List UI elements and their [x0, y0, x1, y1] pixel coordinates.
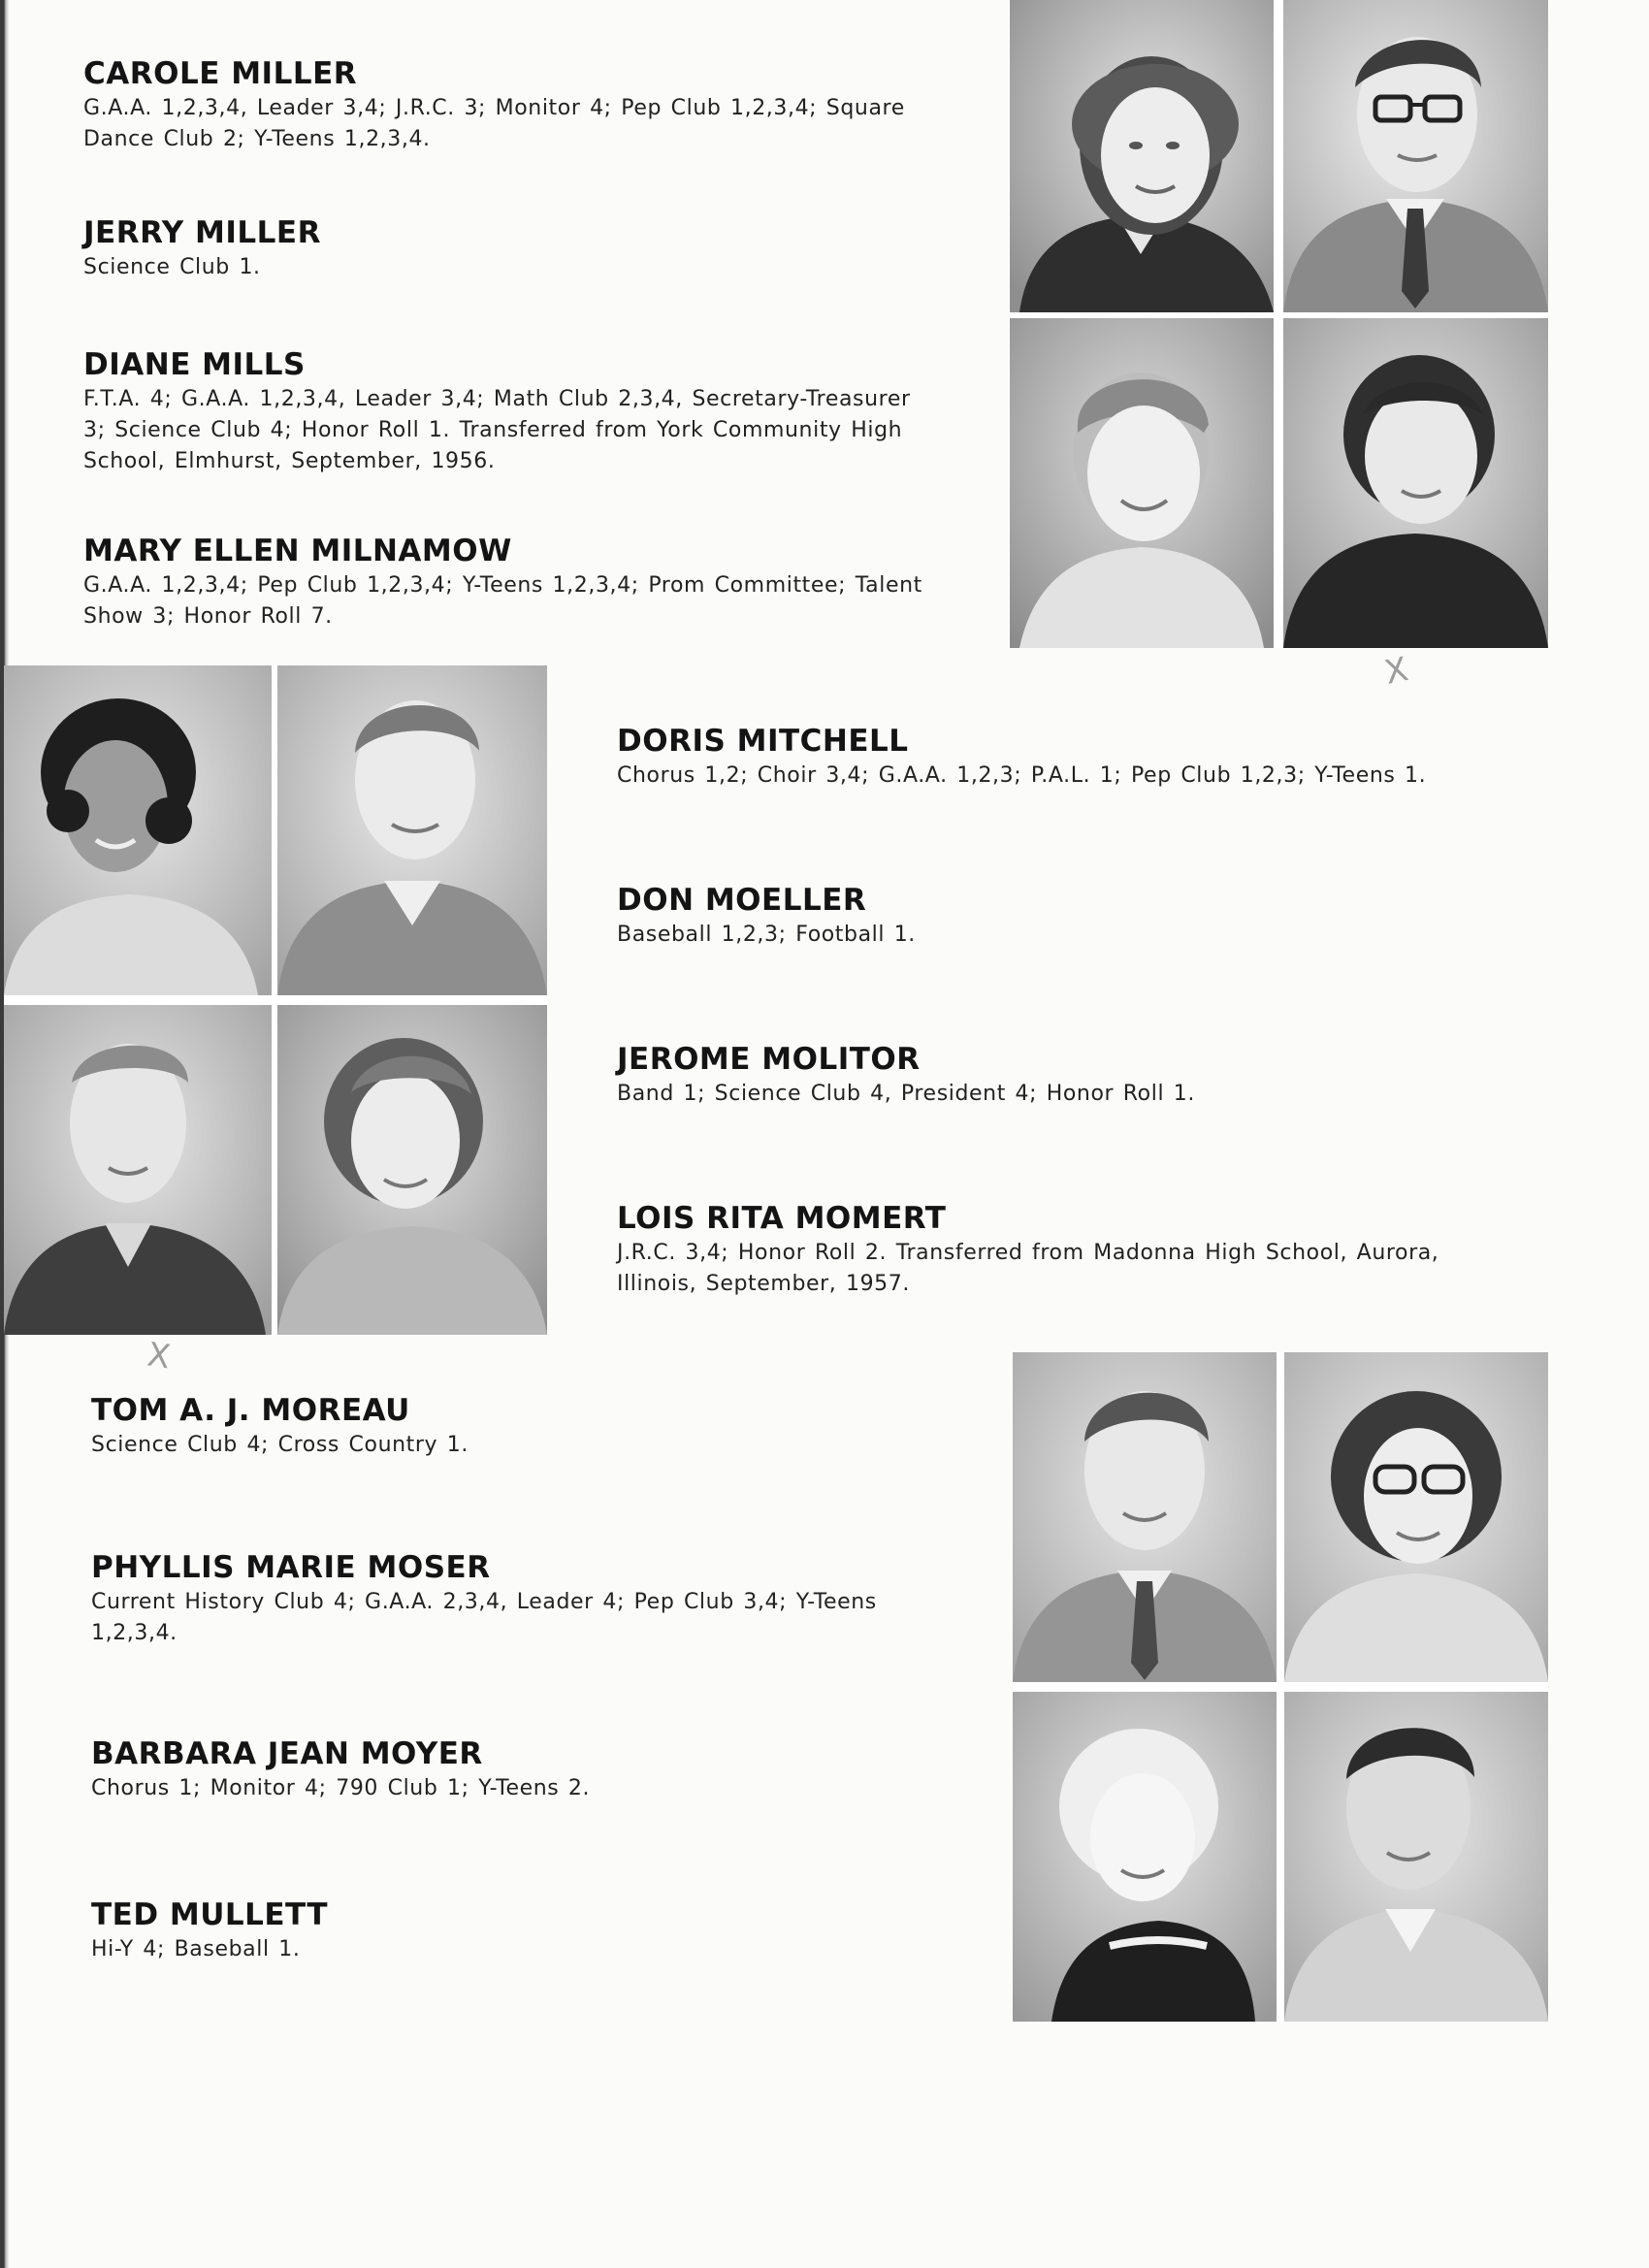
student-activities: Chorus 1,2; Choir 3,4; G.A.A. 1,2,3; P.A.L. 1; Pep Club 1,2,3; Y-Teens 1.	[617, 763, 1427, 788]
portrait-photo	[1284, 1352, 1548, 1682]
student-name: DORIS MITCHELL	[617, 724, 909, 759]
student-activities: Chorus 1; Monitor 4; 790 Club 1; Y-Teens 2.	[91, 1776, 591, 1800]
entry-diane-mills	[83, 347, 927, 477]
student-name: DON MOELLER	[617, 883, 867, 918]
student-name: JEROME MOLITOR	[617, 1042, 921, 1077]
entry-jerry-miller	[83, 215, 927, 283]
portrait-photo	[277, 1005, 547, 1335]
student-name: BARBARA JEAN MOYER	[91, 1736, 483, 1771]
portrait-photo	[4, 1005, 272, 1335]
photo-group-3	[1013, 1352, 1548, 2022]
student-name: TOM A. J. MOREAU	[91, 1393, 410, 1428]
entry-ted-mullett	[91, 1897, 945, 1965]
entry-tom-moreau	[91, 1393, 945, 1461]
portrait-photo	[4, 665, 272, 995]
portrait-photo	[1010, 318, 1274, 648]
student-activities: G.A.A. 1,2,3,4; Pep Club 1,2,3,4; Y-Teens 1,2,3,4; Prom Committee; Talent Show 3; Honor Roll 7.	[83, 573, 922, 629]
student-activities: F.T.A. 4; G.A.A. 1,2,3,4, Leader 3,4; Math Club 2,3,4, Secretary-Treasurer 3; Science Club 4; Honor Roll 1. Transferred from York Community High School, Elmhurst, September, 1956.	[83, 387, 911, 473]
student-name: CAROLE MILLER	[83, 56, 358, 91]
pencil-x-mark: X	[145, 1335, 173, 1377]
entry-barbara-jean-moyer	[91, 1736, 945, 1804]
student-name: MARY ELLEN MILNAMOW	[83, 534, 512, 568]
portrait-photo	[1283, 0, 1548, 312]
student-activities: Science Club 1.	[83, 255, 261, 279]
student-name: JERRY MILLER	[83, 215, 321, 250]
entry-phyllis-marie-moser	[91, 1550, 945, 1649]
student-activities: Band 1; Science Club 4, President 4; Honor Roll 1.	[617, 1082, 1195, 1106]
student-activities: G.A.A. 1,2,3,4, Leader 3,4; J.R.C. 3; Monitor 4; Pep Club 1,2,3,4; Square Dance Club 2; Y-Teens 1,2,3,4.	[83, 96, 905, 151]
student-activities: Baseball 1,2,3; Football 1.	[617, 923, 916, 947]
photo-group-1	[1009, 0, 1548, 648]
portrait-photo	[1013, 1692, 1277, 2022]
entry-don-moeller	[617, 883, 1471, 951]
student-activities: Current History Club 4; G.A.A. 2,3,4, Leader 4; Pep Club 3,4; Y-Teens 1,2,3,4.	[91, 1590, 877, 1645]
portrait-photo	[1283, 318, 1548, 648]
entry-mary-ellen-milnamow	[83, 534, 927, 632]
entry-lois-rita-momert	[617, 1201, 1471, 1300]
entry-carole-miller	[83, 56, 927, 155]
student-name: TED MULLETT	[91, 1897, 329, 1932]
portrait-photo	[1013, 1352, 1277, 1682]
student-name: LOIS RITA MOMERT	[617, 1201, 947, 1236]
portrait-photo	[1284, 1692, 1548, 2022]
entry-doris-mitchell	[617, 724, 1471, 792]
portrait-photo	[277, 665, 547, 995]
student-name: DIANE MILLS	[83, 347, 306, 382]
photo-group-2	[4, 665, 547, 1335]
student-name: PHYLLIS MARIE MOSER	[91, 1550, 491, 1585]
entry-jerome-molitor	[617, 1042, 1471, 1110]
student-activities: Science Club 4; Cross Country 1.	[91, 1433, 469, 1457]
student-activities: J.R.C. 3,4; Honor Roll 2. Transferred from Madonna High School, Aurora, Illinois, September, 1957.	[617, 1241, 1439, 1296]
portrait-photo	[1010, 0, 1274, 312]
pencil-x-mark: X	[1381, 650, 1412, 693]
student-activities: Hi-Y 4; Baseball 1.	[91, 1937, 301, 1961]
